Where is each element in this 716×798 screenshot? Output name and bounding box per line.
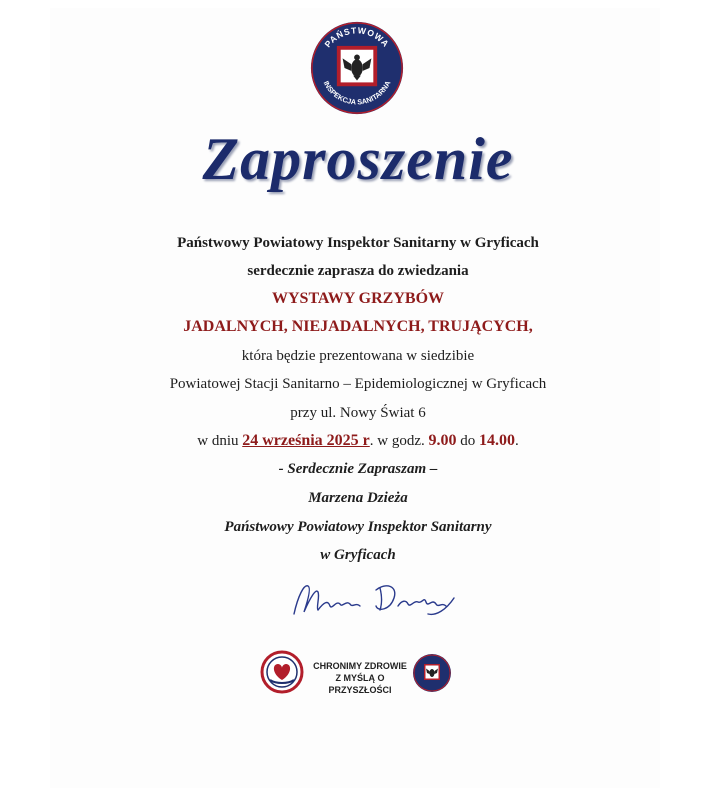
time-end: .: [515, 433, 519, 449]
svg-text:INSPEKCJA SANITARNA: INSPEKCJA SANITARNA: [321, 79, 393, 107]
svg-text:PAŃSTWOWA: PAŃSTWOWA: [322, 25, 392, 50]
signer-position: Państwowy Powiatowy Inspektor Sanitarny: [224, 519, 492, 535]
date-mid: . w godz.: [369, 433, 429, 449]
invitation-line: serdecznie zaprasza do zwiedzania: [247, 263, 469, 279]
signer-name: Marzena Dzieża: [308, 490, 408, 506]
protecting-health-logo: [260, 650, 304, 694]
address-line: przy ul. Nowy Świat 6: [290, 405, 426, 421]
event-date: 24 września 2025 r: [242, 432, 370, 449]
closing-greeting: - Serdecznie Zapraszam –: [278, 461, 438, 477]
time-from: 9.00: [428, 432, 457, 449]
time-sep: do: [456, 433, 480, 449]
date-time-line: [0, 431, 716, 451]
footer-slogan-line1: CHRONIMY ZDROWIE: [313, 661, 407, 671]
sanitary-inspection-small-seal: [412, 653, 452, 693]
location-intro-line: która będzie prezentowana w siedzibie: [241, 348, 475, 364]
sanitary-inspection-seal: [309, 20, 405, 116]
footer-slogan-line2: Z MYŚLĄ O PRZYSZŁOŚCI: [328, 673, 392, 695]
invitation-title: Zaproszenie: [202, 126, 514, 192]
date-prefix: w dniu: [197, 433, 243, 449]
exhibition-title-line2: JADALNYCH, NIEJADALNYCH, TRUJĄCYCH,: [183, 318, 533, 335]
time-to: 14.00: [479, 432, 516, 449]
signer-place: w Gryficach: [320, 547, 396, 563]
inviter-line: Państwowy Powiatowy Inspektor Sanitarny w Gryficach: [177, 235, 539, 251]
exhibition-title-line1: WYSTAWY GRZYBÓW: [271, 290, 445, 307]
handwritten-signature: [286, 576, 466, 622]
footer-slogan: [310, 660, 410, 696]
eagle-icon: [430, 669, 435, 677]
station-name-line: Powiatowej Stacji Sanitarno – Epidemiologicznej w Gryficach: [169, 376, 547, 392]
